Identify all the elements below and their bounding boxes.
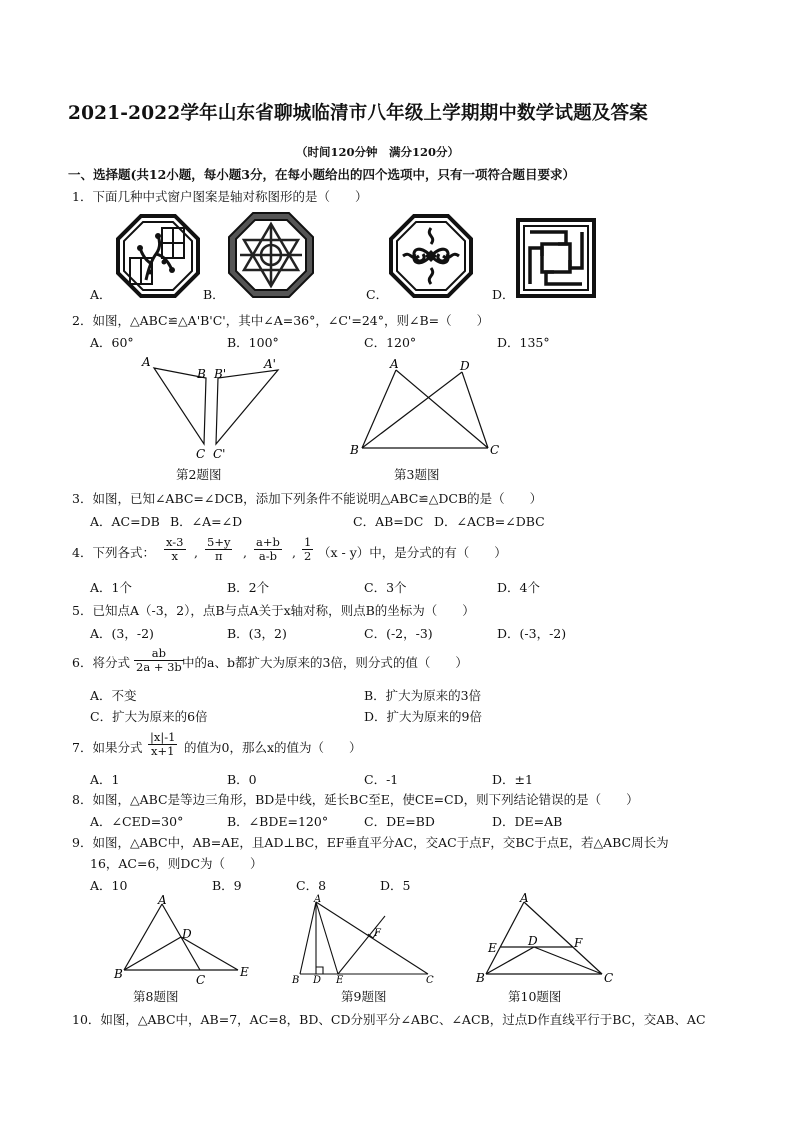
q4-f1-num: x-3 bbox=[166, 535, 184, 549]
q9-option-b: B．9 bbox=[212, 878, 242, 893]
q4-option-c: C．3个 bbox=[364, 580, 407, 595]
q8-option-b: B．∠BDE=120° bbox=[227, 814, 329, 829]
q7-fraction bbox=[148, 731, 177, 758]
fig10-label-d: D bbox=[528, 934, 538, 948]
q5-option-b: B．(3，2) bbox=[227, 626, 287, 641]
figure-q2 bbox=[140, 352, 300, 462]
fig2-label-a-prime: A' bbox=[264, 357, 276, 371]
q2-option-b: B．100° bbox=[227, 335, 279, 350]
fig10-caption: 第10题图 bbox=[508, 989, 562, 1004]
q7-option-b: B．0 bbox=[227, 772, 257, 787]
fig3-label-b: B bbox=[350, 443, 359, 457]
figure-q3 bbox=[346, 356, 516, 462]
window-b-image bbox=[228, 212, 314, 298]
q6-fraction bbox=[134, 647, 184, 674]
q8-option-d: D．DE=AB bbox=[492, 814, 563, 829]
fig9-label-a: A bbox=[314, 894, 322, 905]
q8-option-a: A．∠CED=30° bbox=[90, 814, 184, 829]
q4-f4-den: 2 bbox=[304, 549, 312, 563]
q4-f2-num: 5+y bbox=[207, 535, 231, 549]
q4-fraction-4 bbox=[302, 536, 313, 563]
q4-f1-den: x bbox=[171, 549, 178, 563]
question-9-line1: 9．如图，△ABC中，AB=AE，且AD⊥BC，EF垂直平分AC，交AC于点F，交BC于点E，若△ABC周长为 bbox=[72, 835, 669, 850]
question-6-lead: 6．将分式 bbox=[72, 655, 130, 670]
fig2-label-b: B bbox=[197, 367, 206, 381]
fig8-label-a: A bbox=[158, 893, 167, 907]
q4-f3-num: a+b bbox=[256, 535, 280, 549]
fig9-label-f: F bbox=[374, 928, 381, 939]
window-a-image bbox=[116, 214, 200, 298]
page-title: 2021-2022学年山东省聊城临清市八年级上学期期中数学试题及答案 bbox=[68, 103, 648, 124]
q3-option-a: A．AC=DB bbox=[90, 514, 160, 529]
fig2-caption: 第2题图 bbox=[176, 467, 222, 482]
q4-f2-den: π bbox=[214, 549, 223, 563]
q6-f-num: ab bbox=[134, 647, 184, 661]
q4-comma-3: , bbox=[292, 545, 296, 560]
q1-option-a: A． bbox=[90, 287, 112, 302]
page-subtitle: （时间120分钟 满分120分） bbox=[296, 145, 460, 159]
q4-option-d: D．4个 bbox=[497, 580, 540, 595]
fig9-label-d: D bbox=[313, 975, 322, 986]
fig8-label-c: C bbox=[196, 973, 206, 987]
fig2-label-c: C bbox=[196, 447, 206, 461]
q7-f-num: |x|-1 bbox=[150, 730, 176, 744]
q6-option-d: D．扩大为原来的9倍 bbox=[364, 709, 482, 724]
q9-option-a: A．10 bbox=[90, 878, 128, 893]
q6-option-c: C．扩大为原来的6倍 bbox=[90, 709, 208, 724]
fig8-label-d: D bbox=[182, 927, 192, 941]
fig10-label-e: E bbox=[488, 941, 497, 955]
figure-q8 bbox=[110, 892, 260, 987]
section-heading: 一、选择题(共12小题，每小题3分，在每小题给出的四个选项中，只有一项符合题目要求） bbox=[68, 167, 576, 182]
q4-fraction-3 bbox=[254, 536, 282, 563]
question-4-tail: （x - y）中，是分式的有（ ） bbox=[318, 545, 507, 560]
window-d-image bbox=[516, 218, 596, 298]
question-5: 5．已知点A（-3，2），点B与点A关于x轴对称，则点B的坐标为（ ） bbox=[72, 603, 475, 618]
q1-option-c: C． bbox=[366, 287, 389, 302]
q3-option-d: D．∠ACB=∠DBC bbox=[434, 514, 545, 529]
question-9-line2: 16，AC=6，则DC为（ ） bbox=[90, 856, 263, 871]
question-2: 2．如图，△ABC≌△A'B'C'，其中∠A=36°，∠C'=24°，则∠B=（ ） bbox=[72, 313, 490, 328]
fig2-label-c-prime: C' bbox=[213, 447, 226, 461]
fig10-label-f: F bbox=[574, 936, 583, 950]
question-6-tail: 中的a、b都扩大为原来的3倍，则分式的值（ ） bbox=[182, 655, 468, 670]
q7-option-d: D．±1 bbox=[492, 772, 533, 787]
q1-option-d: D． bbox=[492, 287, 515, 302]
q4-f3-den: a-b bbox=[258, 549, 277, 563]
fig10-label-b: B bbox=[476, 971, 485, 985]
fig3-caption: 第3题图 bbox=[394, 467, 440, 482]
q3-option-b: B．∠A=∠D bbox=[170, 514, 243, 529]
q4-fraction-1 bbox=[164, 536, 186, 563]
q2-option-d: D．135° bbox=[497, 335, 550, 350]
q9-option-c: C．8 bbox=[296, 878, 327, 893]
q5-option-c: C．(-2，-3) bbox=[364, 626, 433, 641]
question-10: 10．如图，△ABC中，AB=7，AC=8，BD、CD分别平分∠ABC、∠ACB，过点D作直线平行于BC，交AB、AC bbox=[72, 1012, 706, 1027]
q1-option-b: B． bbox=[203, 287, 225, 302]
q8-option-c: C．DE=BD bbox=[364, 814, 435, 829]
q6-option-b: B．扩大为原来的3倍 bbox=[364, 688, 482, 703]
fig9-label-c: C bbox=[426, 975, 434, 986]
q2-option-a: A．60° bbox=[90, 335, 134, 350]
q4-option-b: B．2个 bbox=[227, 580, 270, 595]
q7-option-a: A．1 bbox=[90, 772, 120, 787]
question-8: 8．如图，△ABC是等边三角形，BD是中线，延长BC至E，使CE=CD，则下列结论错误的是（ ） bbox=[72, 792, 639, 807]
question-4-lead: 4．下列各式： bbox=[72, 545, 155, 560]
fig10-label-c: C bbox=[604, 971, 614, 985]
q4-f4-num: 1 bbox=[304, 535, 312, 549]
fig9-label-b: B bbox=[292, 975, 300, 986]
q5-option-d: D．(-3，-2) bbox=[497, 626, 567, 641]
fig3-label-d: D bbox=[460, 359, 470, 373]
fig8-label-e: E bbox=[240, 965, 249, 979]
q7-f-den: x+1 bbox=[150, 744, 175, 758]
question-7-lead: 7．如果分式 bbox=[72, 740, 143, 755]
q4-comma-1: , bbox=[194, 545, 198, 560]
fig8-caption: 第8题图 bbox=[133, 989, 179, 1004]
figure-q9 bbox=[288, 892, 438, 984]
q2-option-c: C．120° bbox=[364, 335, 417, 350]
q4-fraction-2 bbox=[205, 536, 232, 563]
figure-q10 bbox=[472, 890, 622, 985]
fig2-label-b-prime: B' bbox=[214, 367, 227, 381]
fig9-label-e: E bbox=[336, 975, 344, 986]
q5-option-a: A．(3，-2) bbox=[90, 626, 154, 641]
fig8-label-b: B bbox=[114, 967, 123, 981]
fig10-label-a: A bbox=[520, 891, 529, 905]
fig2-label-a: A bbox=[142, 355, 151, 369]
question-7-tail: 的值为0，那么x的值为（ ） bbox=[184, 740, 362, 755]
q3-option-c: C．AB=DC bbox=[353, 514, 424, 529]
fig3-label-c: C bbox=[490, 443, 500, 457]
q6-option-a: A．不变 bbox=[90, 688, 137, 703]
question-3: 3．如图，已知∠ABC=∠DCB，添加下列条件不能说明△ABC≌△DCB的是（ ） bbox=[72, 491, 543, 506]
q9-option-d: D．5 bbox=[380, 878, 411, 893]
q4-comma-2: , bbox=[243, 545, 247, 560]
question-1: 1．下面几种中式窗户图案是轴对称图形的是（ ） bbox=[72, 189, 368, 204]
q7-option-c: C．-1 bbox=[364, 772, 399, 787]
q4-option-a: A．1个 bbox=[90, 580, 132, 595]
fig9-caption: 第9题图 bbox=[341, 989, 387, 1004]
fig3-label-a: A bbox=[390, 357, 399, 371]
window-c-image bbox=[389, 214, 473, 298]
q6-f-den: 2a + 3b bbox=[136, 660, 182, 674]
